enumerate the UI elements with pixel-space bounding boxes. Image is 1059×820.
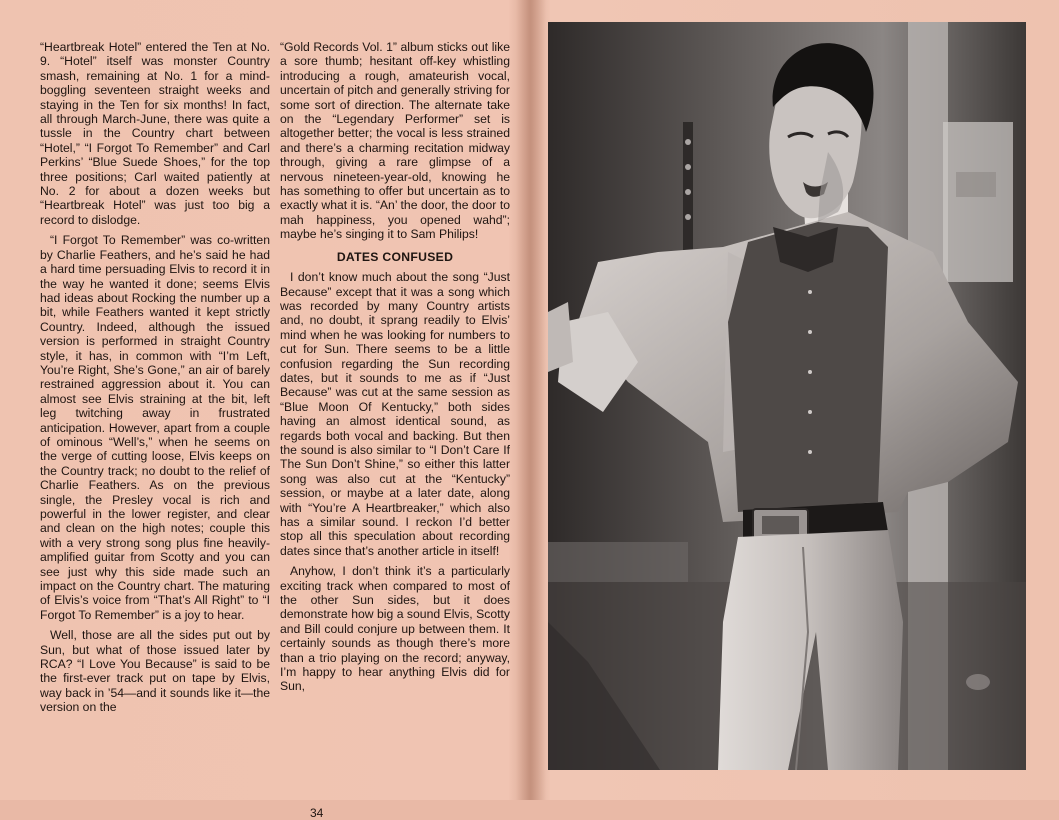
paragraph: “Heartbreak Hotel” entered the Ten at No. 9. “Hotel” itself was monster Country smash, remaining at No. 1 for a mind-boggling seventeen straight weeks and staying in the Ten for six months! In fact, all through March-June, there was quite a tussle in the Country chart between “Hotel,” “I Forgot To Remember” and Carl Perkins’ “Blue Suede Shoes,” for the top three positions; Carl waited patiently at No. 2 for about a dozen weeks but “Heartbreak Hotel” was just too big a record to dislodge. (40, 40, 270, 227)
paragraph: “Gold Records Vol. 1” album sticks out like a sore thumb; hesitant off-key whistling introducing a rough, amateurish vocal, uncertain of pitch and generally striving for some sort of direction. The alternate take on the “Legendary Performer” set is altogether better; the vocal is less strained and there’s a charming recitation midway through, giving a rare glimpse of a nervous nineteen-year-old, knowing he has something to offer but uncertain as to exactly what it is. “An’ the door, the door to mah happiness, you opened wahd”; maybe he’s singing it to Sam Philips! (280, 40, 510, 242)
text-column-1 (40, 40, 270, 770)
page-gutter (516, 0, 546, 800)
left-page (40, 40, 518, 820)
text-column-2 (280, 40, 510, 770)
subheading: DATES CONFUSED (336, 249, 454, 264)
elvis-photo (548, 22, 1026, 770)
page-number: 34 (310, 806, 324, 820)
paragraph: Anyhow, I don’t think it’s a particularly exciting track when compared to most of the other Sun sides, but it does demonstrate how big a sound Elvis, Scotty and Bill could conjure up between them. It certainly sounds as though there’s more than a trio playing on the record; anyway, I’m happy to hear anything Elvis did for Sun, (280, 564, 510, 694)
paragraph: “I Forgot To Remember” was co-written by Charlie Feathers, and he’s said he had a hard time persuading Elvis to record it in the way he wanted it done; seems Elvis had ideas about Rocking the number up a bit, while Feathers wanted it kept strictly Country. Indeed, although the issued version is performed in straight Country style, it has, in common with “I’m Left, You’re Right, She’s Gone,” an air of barely restrained aggression about it. You can almost see Elvis straining at the bit, left leg twitching away in frustrated anticipation. However, apart from a couple of ominous “Well’s,” when he seems on the verge of cutting loose, Elvis keeps on the Country track; no doubt to the relief of Charlie Feathers. As on the previous single, the Presley vocal is rich and powerful in the lower register, and clear and clean on the high notes; couple this with a very strong song plus fine heavily-amplified guitar from Scotty and you can see just why this side made such an impact on the Country chart. The maturing of Elvis’s voice from “That’s All Right” to “I Forgot To Remember” is a joy to hear. (40, 233, 270, 622)
paragraph: I don’t know much about the song “Just Because” except that it was a song which was recorded by many Country artists and, no doubt, it sprang readily to Elvis’ mind when he was looking for numbers to cut for Sun. There seems to be a little confusion regarding the Sun recording dates, but it sounds to me as if “Just Because” was cut at the same session as “Blue Moon Of Kentucky,” both sides having an almost identical sound, as regards both vocal and backing. But then the sound is also similar to “I Don’t Care If The Sun Don’t Shine,” so either this latter song was also cut at the “Kentucky” session, or maybe at a later date, along with “You’re A Heartbreaker,” which also has a similar sound. I reckon I’d better stop all this speculation about recording dates since that’s another article in itself! (280, 270, 510, 558)
photo-illustration (548, 22, 1026, 770)
paragraph: Well, those are all the sides put out by Sun, but what of those issued later by RCA? “I Love You Because” is said to be the first-ever track put on tape by Elvis, way back in ’54—and it sounds like it—the version on the (40, 628, 270, 715)
